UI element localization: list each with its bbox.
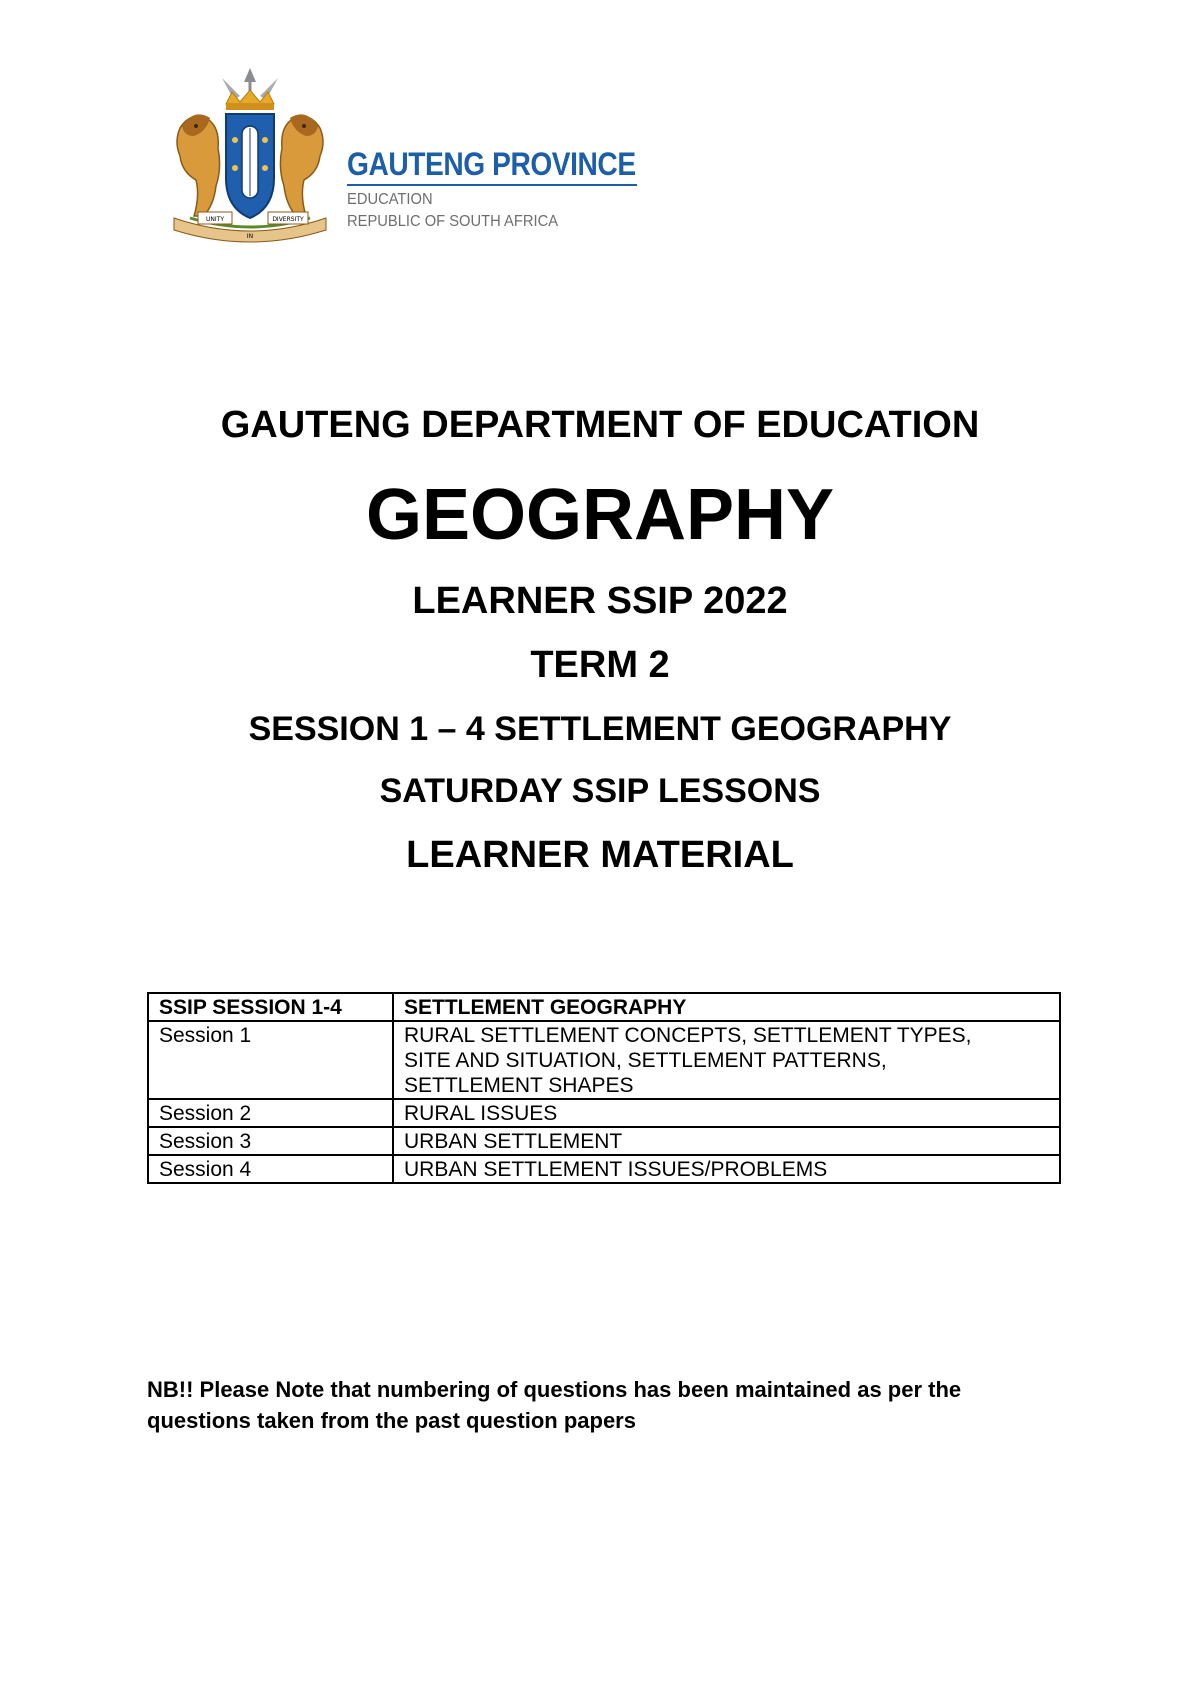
- brand-text: [347, 148, 667, 231]
- program-heading: LEARNER SSIP 2022: [412, 580, 788, 622]
- motto-diversity: DIVERSITY: [272, 216, 304, 223]
- topic-cell: RURAL ISSUES: [393, 1099, 1060, 1127]
- brand-divider: [347, 184, 637, 186]
- gauteng-logo: [160, 68, 660, 248]
- session-cell: Session 1: [148, 1021, 393, 1099]
- table-row: [148, 1127, 1060, 1155]
- department-heading: GAUTENG DEPARTMENT OF EDUCATION: [220, 404, 980, 446]
- brand-country: REPUBLIC OF SOUTH AFRICA: [347, 213, 559, 230]
- table-row: [148, 1021, 1060, 1099]
- numbering-note: [147, 1374, 1067, 1436]
- motto-unity: UNITY: [206, 216, 224, 223]
- table-header-row: [148, 993, 1060, 1021]
- topic-cell: [393, 1021, 1060, 1099]
- table-header-cell: SETTLEMENT GEOGRAPHY: [393, 993, 1060, 1021]
- brand-subtitle: EDUCATION: [347, 191, 433, 208]
- table-row: [148, 1099, 1060, 1127]
- note-line: NB!! Please Note that numbering of questions has been maintained as per the: [147, 1377, 962, 1402]
- topic-cell: URBAN SETTLEMENT: [393, 1127, 1060, 1155]
- note-line: questions taken from the past question papers: [147, 1408, 636, 1433]
- lessons-heading: SATURDAY SSIP LESSONS: [379, 772, 821, 810]
- topic-line: SETTLEMENT SHAPES: [404, 1074, 634, 1097]
- session-cell: Session 3: [148, 1127, 393, 1155]
- sessions-table: [147, 992, 1061, 1184]
- subject-title: GEOGRAPHY: [365, 475, 835, 555]
- sessions-heading: SESSION 1 – 4 SETTLEMENT GEOGRAPHY: [248, 710, 952, 748]
- motto-in: IN: [246, 233, 254, 240]
- brand-title: GAUTENG PROVINCE: [347, 146, 636, 182]
- material-heading: LEARNER MATERIAL: [406, 834, 794, 876]
- topic-cell: URBAN SETTLEMENT ISSUES/PROBLEMS: [393, 1155, 1060, 1183]
- coat-of-arms-icon: [160, 68, 340, 248]
- term-heading: TERM 2: [530, 644, 670, 686]
- table-header-cell: SSIP SESSION 1-4: [148, 993, 393, 1021]
- topic-line: RURAL SETTLEMENT CONCEPTS, SETTLEMENT TYPES,: [404, 1024, 972, 1047]
- topic-line: SITE AND SITUATION, SETTLEMENT PATTERNS,: [404, 1049, 887, 1072]
- session-cell: Session 2: [148, 1099, 393, 1127]
- session-cell: Session 4: [148, 1155, 393, 1183]
- table-row: [148, 1155, 1060, 1183]
